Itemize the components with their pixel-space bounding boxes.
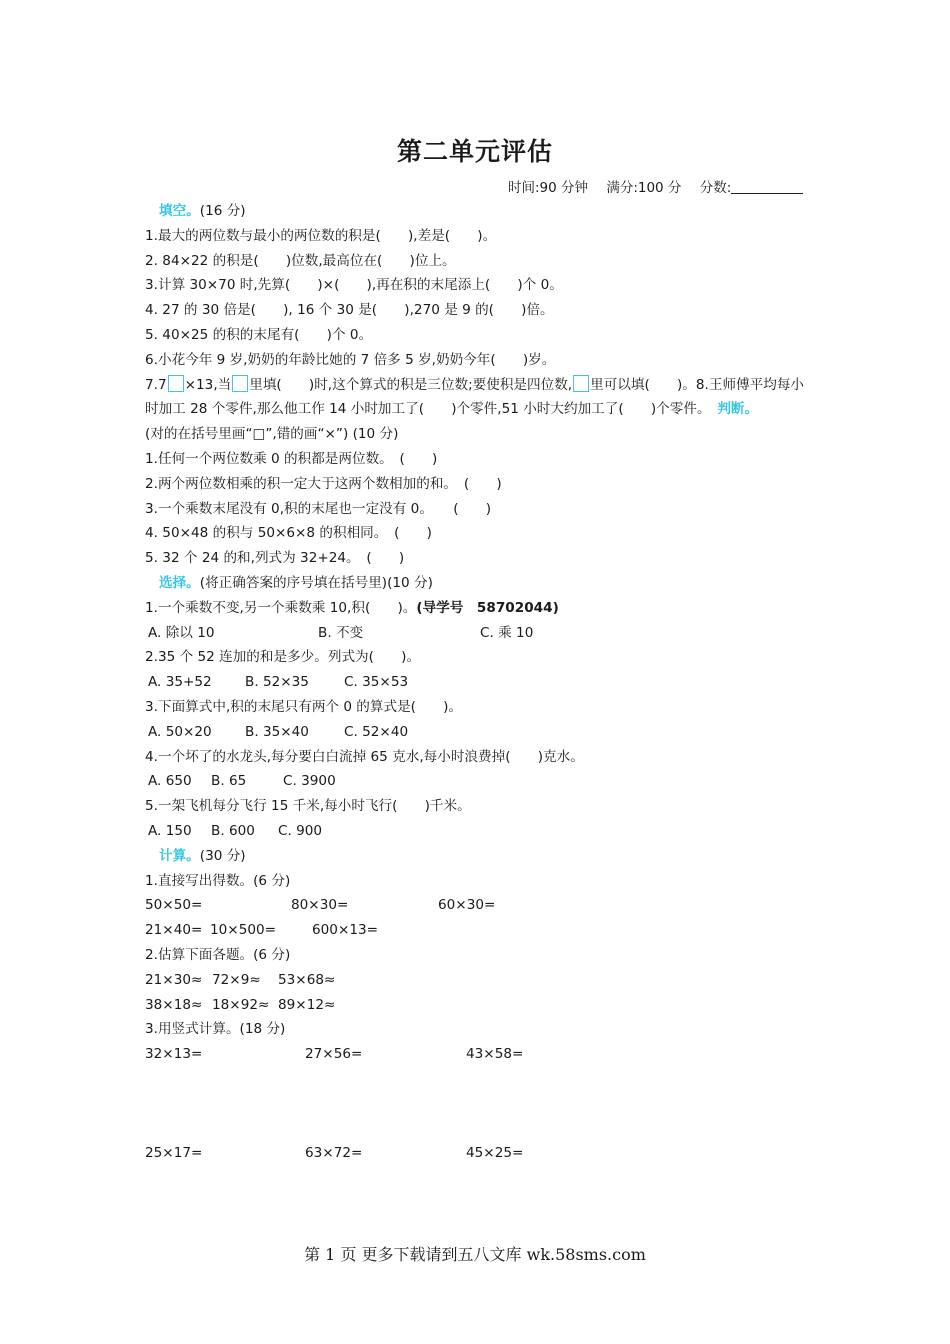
expression: 32×13=: [145, 1046, 203, 1063]
choice-q4-options: [145, 769, 815, 794]
q7-part-c: 里填( )时,这个算式的积是三位数;要使积是四位数,: [249, 376, 573, 393]
calc-part-1: 1.直接写出得数。(6 分): [145, 872, 291, 889]
option-a: A. 50×20: [148, 723, 212, 740]
blank-box: [232, 375, 248, 392]
judge-question-4: 4. 50×48 的积与 50×6×8 的积相同。 ( ): [145, 525, 432, 542]
judge-question-2: 2.两个两位数相乘的积一定大于这两个数相加的和。 ( ): [145, 475, 502, 492]
expression: 60×30=: [438, 897, 496, 914]
expression: 18×92≈: [212, 996, 270, 1013]
expression: 50×50=: [145, 897, 203, 914]
section-choice-instruction: (将正确答案的序号填在括号里)(10 分): [199, 574, 433, 591]
choice-question-2: 2.35 个 52 连加的和是多少。列式为( )。: [145, 649, 421, 666]
expression: 38×18≈: [145, 996, 203, 1013]
choice-q1-text: 1.一个乘数不变,另一个乘数乘 10,积( )。: [145, 599, 417, 616]
calc-p3-row-2: [145, 1141, 815, 1166]
blank-box: [573, 375, 589, 392]
section-judge-instruction: (对的在括号里画“□”,错的画“×”) (10 分): [145, 426, 399, 443]
exam-meta: [508, 176, 803, 196]
choice-q2-options: [145, 670, 815, 695]
expression: 21×30≈: [145, 971, 203, 988]
expression: 80×30=: [291, 897, 349, 914]
fill-question-5: 5. 40×25 的积的末尾有( )个 0。: [145, 326, 373, 343]
fill-question-7-8: [145, 373, 815, 447]
score-label: 分数:: [699, 180, 732, 196]
calc-p2-row-2: [145, 993, 815, 1018]
option-a: A. 35+52: [148, 674, 212, 691]
option-c: C. 3900: [283, 773, 336, 790]
option-b: B. 52×35: [245, 674, 309, 691]
option-a: A. 650: [148, 773, 192, 790]
section-choice-header: [145, 571, 815, 596]
judge-question-3: 3.一个乘数末尾没有 0,积的末尾也一定没有 0。 ( ): [145, 500, 492, 517]
choice-question-5: 5.一架飞机每分飞行 15 千米,每小时飞行( )千米。: [145, 798, 471, 815]
choice-question-1: [145, 596, 815, 621]
score-blank: [731, 179, 803, 194]
calc-p1-row-2: [145, 918, 815, 943]
judge-question-5: 5. 32 个 24 的和,列式为 32+24。 ( ): [145, 550, 405, 567]
expression: 89×12≈: [278, 996, 336, 1013]
section-fill-heading: 填空。: [159, 203, 200, 219]
fill-question-3: 3.计算 30×70 时,先算( )×( ),再在积的末尾添上( )个 0。: [145, 277, 563, 294]
option-c: C. 900: [278, 822, 323, 839]
expression: 21×40=: [145, 922, 203, 939]
calc-p1-row-1: [145, 893, 815, 918]
option-b: B. 65: [211, 773, 247, 790]
choice-q3-options: [145, 720, 815, 745]
fill-question-2: 2. 84×22 的积是( )位数,最高位在( )位上。: [145, 252, 456, 269]
expression: 45×25=: [466, 1144, 524, 1161]
section-fill-header: [145, 199, 815, 224]
section-calc-points: (30 分): [199, 847, 246, 864]
q7-part-b: ×13,当: [184, 376, 232, 393]
calc-part-2: 2.估算下面各题。(6 分): [145, 946, 291, 963]
choice-question-3: 3.下面算式中,积的末尾只有两个 0 的算式是( )。: [145, 698, 463, 715]
judge-question-1: 1.任何一个两位数乘 0 的积都是两位数。 ( ): [145, 450, 438, 467]
choice-q5-options: [145, 819, 815, 844]
full-score: 满分:100 分: [606, 180, 682, 196]
expression: 53×68≈: [278, 971, 336, 988]
calc-p3-row-1: [145, 1042, 815, 1067]
fill-question-4: 4. 27 的 30 倍是( ), 16 个 30 是( ),270 是 9 的( )倍。: [145, 302, 554, 319]
option-a: A. 150: [148, 822, 192, 839]
worksheet-body: [145, 199, 815, 1166]
expression: 25×17=: [145, 1144, 203, 1161]
option-a: A. 除以 10: [148, 624, 215, 641]
section-calc-heading: 计算。: [159, 847, 200, 864]
fill-question-1: 1.最大的两位数与最小的两位数的积是( ),差是( )。: [145, 227, 497, 244]
option-b: B. 不变: [318, 624, 364, 641]
calc-p2-row-1: [145, 968, 815, 993]
section-calc-header: [145, 844, 815, 869]
choice-q1-options: [145, 621, 815, 646]
option-c: C. 35×53: [344, 674, 409, 691]
option-b: B. 600: [211, 822, 255, 839]
work-space: [145, 1067, 815, 1141]
option-c: C. 52×40: [344, 723, 409, 740]
guide-number: (导学号 58702044): [416, 599, 559, 616]
expression: 27×56=: [305, 1046, 363, 1063]
time-limit: 时间:90 分钟: [508, 180, 589, 196]
expression: 43×58=: [466, 1046, 524, 1063]
page-footer: 第 1 页 更多下载请到五八文库 wk.58sms.com: [304, 1245, 646, 1264]
page-title: 第二单元评估: [396, 137, 553, 166]
option-b: B. 35×40: [245, 723, 309, 740]
blank-box: [168, 375, 184, 392]
choice-question-4: 4.一个坏了的水龙头,每分要白白流掉 65 克水,每小时浪费掉( )克水。: [145, 748, 584, 765]
section-choice-heading: 选择。: [159, 574, 200, 591]
q7-part-a: 7.7: [145, 376, 167, 393]
fill-question-6: 6.小花今年 9 岁,奶奶的年龄比她的 7 倍多 5 岁,奶奶今年( )岁。: [145, 351, 556, 368]
expression: 10×500=: [210, 922, 277, 939]
calc-part-3: 3.用竖式计算。(18 分): [145, 1021, 286, 1038]
expression: 63×72=: [305, 1144, 363, 1161]
expression: 600×13=: [312, 922, 379, 939]
option-c: C. 乘 10: [480, 624, 534, 641]
section-fill-points: (16 分): [199, 203, 246, 219]
expression: 72×9≈: [212, 971, 261, 988]
section-judge-heading: 判断。: [717, 401, 759, 418]
q7-part-d: 里可以填( )。8.王师傅平均每小时加工 28 个零件,那么他工作 14 小时加工了( )个零件,51 小时大约加工了( )个零件。: [145, 376, 805, 418]
